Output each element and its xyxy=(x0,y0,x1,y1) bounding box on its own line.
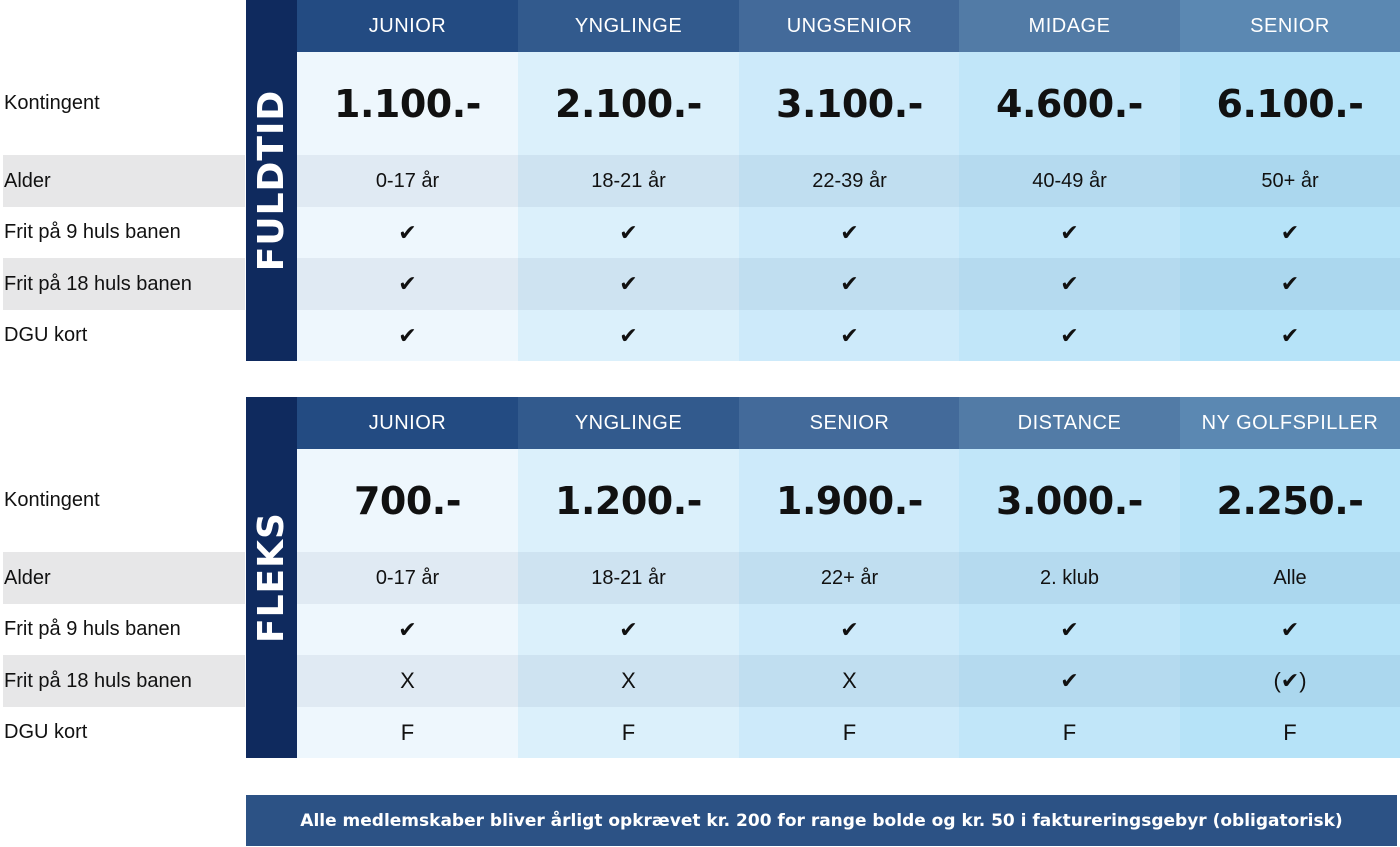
column-header: YNGLINGE xyxy=(518,0,739,52)
dgu-value: F xyxy=(1062,719,1077,745)
age-value: 0-17 år xyxy=(297,552,518,604)
dgu-value: ✔ xyxy=(1280,322,1300,348)
column-header: NY GOLFSPILLER xyxy=(1180,397,1400,449)
row-label-eighteen-hole: Frit på 18 huls banen xyxy=(3,258,245,310)
nine-hole-value: ✔ xyxy=(398,616,417,642)
age-value: 0-17 år xyxy=(297,155,518,207)
row-label-alder: Alder xyxy=(3,552,245,604)
column-header: DISTANCE xyxy=(959,397,1180,449)
age-value: 40-49 år xyxy=(959,155,1180,207)
row-label-kontingent: Kontingent xyxy=(4,92,100,114)
fleks-title: FLEKS xyxy=(251,512,293,643)
fleks-column-senior xyxy=(739,397,960,758)
age-value: Alle xyxy=(1180,552,1400,604)
eighteen-hole-value: X xyxy=(518,655,739,707)
dgu-value: F xyxy=(842,719,857,745)
dgu-value: F xyxy=(400,719,415,745)
price: 1.900.- xyxy=(776,478,923,523)
fleks-band xyxy=(246,397,297,758)
age-value: 18-21 år xyxy=(518,155,739,207)
dgu-value: F xyxy=(1283,719,1297,745)
price: 3.100.- xyxy=(776,81,923,126)
fuldtid-column-junior xyxy=(297,0,518,361)
fuldtid-column-midage xyxy=(959,0,1180,361)
eighteen-hole-value: X xyxy=(297,655,518,707)
price: 700.- xyxy=(353,478,462,523)
price: 2.100.- xyxy=(555,81,702,126)
dgu-value: F xyxy=(621,719,636,745)
eighteen-hole-value: ✔ xyxy=(739,258,960,310)
fleks-column-ynglinge xyxy=(518,397,739,758)
fuldtid-column-ungsenior xyxy=(739,0,960,361)
age-value: 22-39 år xyxy=(739,155,960,207)
price: 1.200.- xyxy=(555,478,702,523)
nine-hole-value: ✔ xyxy=(840,219,859,245)
row-label-dgu: DGU kort xyxy=(4,324,88,346)
nine-hole-value: ✔ xyxy=(1280,219,1300,245)
nine-hole-value: ✔ xyxy=(840,616,859,642)
nine-hole-value: ✔ xyxy=(1280,616,1300,642)
eighteen-hole-value: ✔ xyxy=(1180,258,1400,310)
fleks-column-distance xyxy=(959,397,1180,758)
fee-note-banner: Alle medlemskaber bliver årligt opkrævet kr. 200 for range bolde og kr. 50 i faktureringsgebyr (obligatorisk) xyxy=(246,795,1397,846)
column-header: MIDAGE xyxy=(959,0,1180,52)
row-label-eighteen-hole: Frit på 18 huls banen xyxy=(3,655,245,707)
row-label-nine-hole: Frit på 9 huls banen xyxy=(4,618,181,640)
nine-hole-value: ✔ xyxy=(619,219,638,245)
dgu-value: ✔ xyxy=(840,322,859,348)
fuldtid-title: FULDTID xyxy=(251,89,293,272)
eighteen-hole-value: (✔) xyxy=(1180,655,1400,707)
nine-hole-value: ✔ xyxy=(619,616,638,642)
eighteen-hole-value: X xyxy=(739,655,960,707)
dgu-value: ✔ xyxy=(398,322,417,348)
row-label-nine-hole: Frit på 9 huls banen xyxy=(4,221,181,243)
nine-hole-value: ✔ xyxy=(1060,616,1079,642)
age-value: 18-21 år xyxy=(518,552,739,604)
nine-hole-value: ✔ xyxy=(1060,219,1079,245)
age-value: 22+ år xyxy=(739,552,960,604)
column-header: JUNIOR xyxy=(297,397,518,449)
dgu-value: ✔ xyxy=(1060,322,1079,348)
dgu-value: ✔ xyxy=(619,322,638,348)
nine-hole-value: ✔ xyxy=(398,219,417,245)
fuldtid-column-ynglinge xyxy=(518,0,739,361)
column-header: YNGLINGE xyxy=(518,397,739,449)
fuldtid-band xyxy=(246,0,297,361)
age-value: 50+ år xyxy=(1180,155,1400,207)
price: 1.100.- xyxy=(334,81,481,126)
column-header: UNGSENIOR xyxy=(739,0,960,52)
price: 2.250.- xyxy=(1216,478,1364,523)
column-header: SENIOR xyxy=(739,397,960,449)
age-value: 2. klub xyxy=(959,552,1180,604)
price: 4.600.- xyxy=(996,81,1143,126)
column-header: JUNIOR xyxy=(297,0,518,52)
column-header: SENIOR xyxy=(1180,0,1400,52)
price: 6.100.- xyxy=(1216,81,1364,126)
eighteen-hole-value: ✔ xyxy=(518,258,739,310)
row-label-kontingent: Kontingent xyxy=(4,489,100,511)
row-label-alder: Alder xyxy=(3,155,245,207)
price: 3.000.- xyxy=(996,478,1143,523)
eighteen-hole-value: ✔ xyxy=(297,258,518,310)
row-label-dgu: DGU kort xyxy=(4,721,88,743)
fleks-column-ny-golfspiller xyxy=(1180,397,1400,758)
fuldtid-column-senior xyxy=(1180,0,1400,361)
eighteen-hole-value: ✔ xyxy=(959,258,1180,310)
fleks-column-junior xyxy=(297,397,518,758)
eighteen-hole-value: ✔ xyxy=(959,655,1180,707)
